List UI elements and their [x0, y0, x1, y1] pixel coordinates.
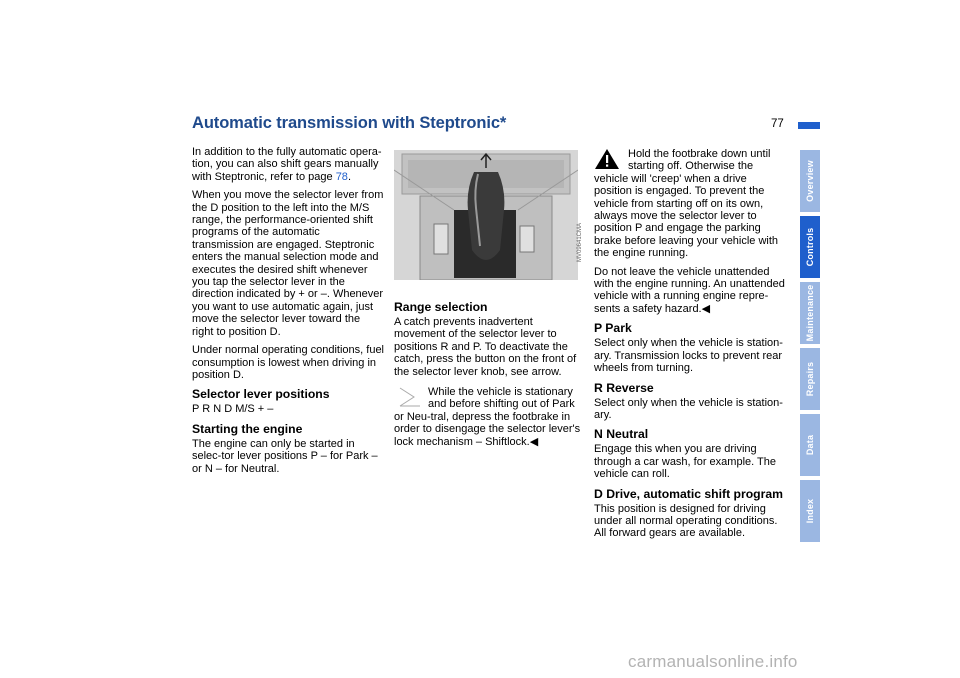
- starting-engine-text: The engine can only be started in selec-tor lever positions P – for Park – or N – for Neutral.: [192, 437, 378, 475]
- tab-controls[interactable]: Controls: [800, 216, 820, 278]
- page-number-bar: [798, 122, 820, 129]
- tab-data[interactable]: Data: [800, 414, 820, 476]
- drive-text: This position is designed for driving under all normal operating conditions. All forward gears are available.: [594, 502, 778, 540]
- selector-lever-photo: [394, 150, 578, 280]
- tab-repairs[interactable]: Repairs: [800, 348, 820, 410]
- manual-mode-paragraph: When you move the selector lever from the D position to the left into the M/S range, the performance-oriented shift programs of the automatic transmission are engaged. Steptronic enters the manual selection mode and executes the desired shift whenever you tap the selector lever in the direction indicated by + or –. Whenever you want to use automatic again, just move the selector lever toward the right to position D.: [192, 189, 384, 338]
- tab-index[interactable]: Index: [800, 480, 820, 542]
- tab-maintenance[interactable]: Maintenance: [800, 282, 820, 344]
- page-reference-link[interactable]: 78: [335, 170, 348, 183]
- range-selection-text: A catch prevents inadvertent movement of the selector lever to positions R and P. To deactivate the catch, press the button on the front of the selector lever knob, see arrow.: [394, 316, 577, 378]
- section-tabs: [800, 150, 820, 546]
- warning-block: Hold the footbrake down until starting off. Otherwise the vehicle will 'creep' when a drive position is engaged. To prevent the vehicle from starting off on its own, always move the selector lever to position P and engage the parking brake before leaving your vehicle with the engine running.: [594, 148, 779, 260]
- range-selection-heading: Range selection: [394, 300, 488, 314]
- column-1: [192, 146, 384, 481]
- selector-positions-heading: Selector lever positions: [192, 387, 330, 402]
- photo-code: MV09641CMA: [577, 222, 583, 262]
- neutral-heading: N Neutral: [594, 427, 649, 442]
- warning-text-2: Do not leave the vehicle unattended with the engine running. An unattended vehicle with a running engine repre-sents a safety hazard.◀: [594, 265, 785, 315]
- reverse-text: Select only when the vehicle is station-ary.: [594, 396, 783, 421]
- note-icon: [394, 385, 422, 409]
- park-heading: P Park: [594, 321, 632, 336]
- page-title: Automatic transmission with Steptronic*: [192, 114, 507, 132]
- tab-overview[interactable]: Overview: [800, 150, 820, 212]
- drive-heading: D Drive, automatic shift program: [594, 486, 783, 501]
- column-3: [594, 148, 786, 546]
- warning-icon: [594, 147, 622, 171]
- note-block: While the vehicle is stationary and before shifting out of Park or Neu-tral, depress the footbrake in order to disengage the selector lever's lock mechanism – Shiftlock.◀: [394, 386, 581, 448]
- page-number: 77: [771, 118, 784, 130]
- selector-positions-text: P R N D M/S + –: [192, 403, 274, 416]
- column-2: [394, 294, 586, 454]
- neutral-text: Engage this when you are driving through a car wash, for example. The vehicle can roll.: [594, 443, 777, 481]
- starting-engine-heading: Starting the engine: [192, 421, 303, 436]
- intro-paragraph: In addition to the fully automatic opera-tion, you can also shift gears manually with Steptronic, refer to page 78.: [192, 146, 382, 183]
- reverse-heading: R Reverse: [594, 380, 654, 395]
- watermark: carmanualsonline.info: [628, 652, 798, 671]
- fuel-paragraph: Under normal operating conditions, fuel consumption is lowest when driving in position D.: [192, 344, 385, 381]
- park-text: Select only when the vehicle is station-ary. Transmission locks to prevent rear wheels from turning.: [594, 337, 783, 375]
